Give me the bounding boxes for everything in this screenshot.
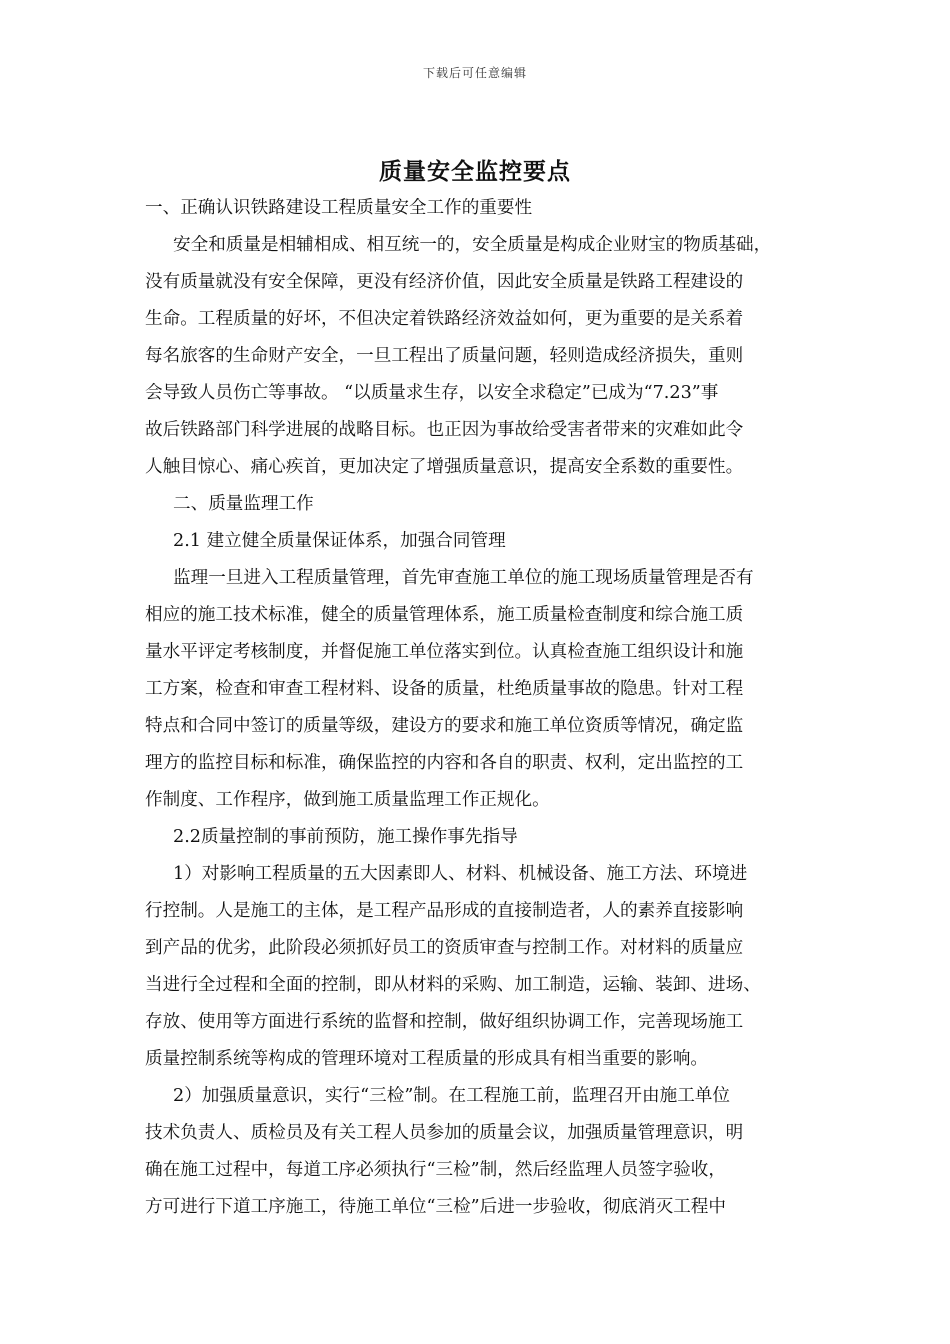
paragraph-line: 存放、使用等方面进行系统的监督和控制，做好组织协调工作，完善现场施工: [145, 1012, 744, 1032]
paragraph-line: 行控制。人是施工的主体，是工程产品形成的直接制造者，人的素养直接影响: [145, 901, 744, 921]
section-heading-2: 二、质量监理工作: [173, 494, 314, 514]
page-header-note: 下载后可任意编辑: [422, 66, 527, 80]
paragraph-line: 方可进行下道工序施工，待施工单位“三检”后进一步验收，彻底消灭工程中: [145, 1197, 726, 1217]
paragraph-line: 质量控制系统等构成的管理环境对工程质量的形成具有相当重要的影响。: [145, 1049, 709, 1069]
paragraph-line: 生命。工程质量的好坏，不但决定着铁路经济效益如何，更为重要的是关系着: [145, 309, 744, 329]
paragraph-line: 理方的监控目标和标准，确保监控的内容和各自的职责、权利，定出监控的工: [145, 753, 744, 773]
subsection-heading-2-2: 2.2质量控制的事前预防，施工操作事先指导: [173, 827, 518, 847]
paragraph-line: 到产品的优劣，此阶段必须抓好员工的资质审查与控制工作。对材料的质量应: [145, 938, 744, 958]
paragraph-line: 工方案，检查和审查工程材料、设备的质量，杜绝质量事故的隐患。针对工程: [145, 679, 744, 699]
paragraph-line: 技术负责人、质检员及有关工程人员参加的质量会议，加强质量管理意识，明: [145, 1123, 744, 1143]
paragraph-line: 每名旅客的生命财产安全，一旦工程出了质量问题，轻则造成经济损失，重则: [145, 346, 744, 366]
paragraph-line: 1）对影响工程质量的五大因素即人、材料、机械设备、施工方法、环境进: [173, 864, 748, 884]
paragraph-line: 会导致人员伤亡等事故。 “以质量求生存，以安全求稳定”已成为“7.23”事: [145, 383, 719, 403]
paragraph-line: 相应的施工技术标准，健全的质量管理体系，施工质量检查制度和综合施工质: [145, 605, 744, 625]
paragraph-line: 作制度、工作程序，做到施工质量监理工作正规化。: [145, 790, 550, 810]
paragraph-line: 没有质量就没有安全保障，更没有经济价值，因此安全质量是铁路工程建设的: [145, 272, 744, 292]
paragraph-line: 监理一旦进入工程质量管理，首先审查施工单位的施工现场质量管理是否有: [173, 568, 754, 588]
subsection-heading-2-1: 2.1 建立健全质量保证体系，加强合同管理: [173, 531, 506, 551]
paragraph-line: 量水平评定考核制度，并督促施工单位落实到位。认真检查施工组织设计和施: [145, 642, 744, 662]
paragraph-line: 安全和质量是相辅相成、相互统一的，安全质量是构成企业财宝的物质基础，: [173, 235, 772, 255]
paragraph-line: 故后铁路部门科学进展的战略目标。也正因为事故给受害者带来的灾难如此令: [145, 420, 744, 440]
document-title: 质量安全监控要点: [379, 158, 571, 185]
paragraph-line: 2）加强质量意识，实行“三检”制。在工程施工前，监理召开由施工单位: [173, 1086, 730, 1106]
paragraph-line: 特点和合同中签订的质量等级，建设方的要求和施工单位资质等情况，确定监: [145, 716, 744, 736]
paragraph-line: 确在施工过程中，每道工序必须执行“三检”制，然后经监理人员签字验收，: [145, 1160, 726, 1180]
paragraph-line: 人触目惊心、痛心疾首，更加决定了增强质量意识，提高安全系数的重要性。: [145, 457, 744, 477]
paragraph-line: 当进行全过程和全面的控制，即从材料的采购、加工制造，运输、装卸、进场、: [145, 975, 761, 995]
section-heading-1: 一、正确认识铁路建设工程质量安全工作的重要性: [145, 198, 533, 218]
